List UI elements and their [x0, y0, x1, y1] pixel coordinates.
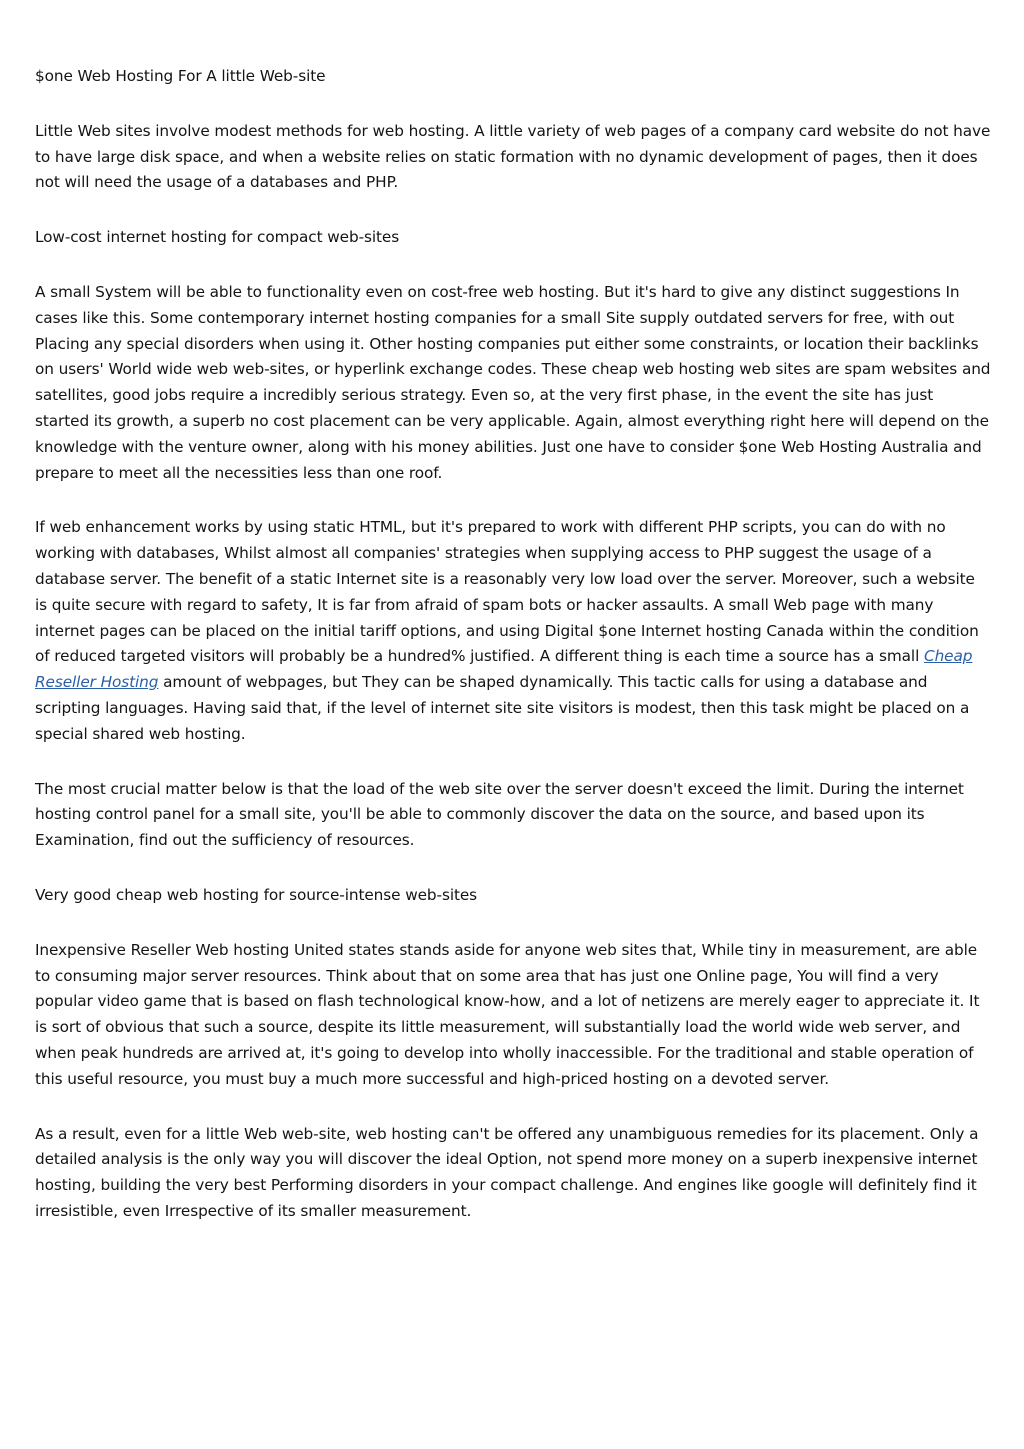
section-heading-source-intense: Very good cheap web hosting for source-intense web-sites — [35, 885, 478, 904]
section-heading-low-cost: Low-cost internet hosting for compact web-sites — [35, 228, 400, 247]
document-body — [35, 64, 991, 1254]
paragraph-reseller-hosting: Inexpensive Reseller Web hosting United states stands aside for anyone web sites that, While tiny in measurement, are able to consuming major server resources. Think about that on some area that has just one Online page, You will find a very popular video game that is based on flash technological know-how, and a lot of netizens are merely eager to appreciate it. It is sort of obvious that such a source, despite its little measurement, will substantially load the world wide web server, and when peak hundreds are arrived at, it's going to develop into wholly inaccessible. For the traditional and stable operation of this useful resource, you must buy a much more successful and high-priced hosting on a devoted server. — [35, 940, 980, 1088]
paragraph-static-html — [35, 515, 991, 747]
paragraph-small-system: A small System will be able to functionality even on cost-free web hosting. But it's hard to give any distinct suggestions In cases like this. Some contemporary internet hosting companies for a small Site supply outdated servers for free, with out Placing any special disorders when using it. Other hosting companies put either some constraints, or location their backlinks on users' World wide web web-sites, or hyperlink exchange codes. These cheap web hosting web sites are spam websites and satellites, good jobs require a incredibly serious strategy. Even so, at the very first phase, in the event the site has just started its growth, a superb no cost placement can be very applicable. Again, almost everything right here will depend on the knowledge with the venture owner, along with his money abilities. Just one have to consider $one Web Hosting Australia and prepare to meet all the necessities less than one roof. — [35, 282, 991, 482]
cheap-reseller-hosting-link[interactable]: Cheap Reseller Hosting — [35, 647, 973, 692]
document-title: $one Web Hosting For A little Web-site — [35, 67, 326, 85]
paragraph-static-html-text-start: If web enhancement works by using static HTML, but it's prepared to work with different PHP scripts, you can do with no working with databases, Whilst almost all companies' strategies when supplying access to PHP suggest the usage of a database server. The benefit of a static Internet site is a reasonably very low load over the server. Moreover, such a website is quite secure with regard to safety, It is far from afraid of spam bots or hacker assaults. A small Web page with many internet pages can be placed on the initial tariff options, and using Digital $one Internet hosting Canada within the condition of reduced targeted visitors will probably be a hundred% justified. A different thing is each time a source has a small — [35, 518, 979, 666]
paragraph-intro: Little Web sites involve modest methods for web hosting. A little variety of web pages of a company card website do not have to have large disk space, and when a website relies on static formation with no dynamic development of pages, then it does not will need the usage of a databases and PHP. — [35, 121, 991, 192]
paragraph-static-html-text-end: amount of webpages, but They can be shaped dynamically. This tactic calls for using a database and scripting languages. Having said that, if the level of internet site site visitors is modest, then this task might be placed on a special shared web hosting. — [35, 673, 970, 743]
paragraph-conclusion: As a result, even for a little Web web-site, web hosting can't be offered any unambiguous remedies for its placement. Only a detailed analysis is the only way you will discover the ideal Option, not spend more money on a superb inexpensive internet hosting, building the very best Performing disorders in your compact challenge. And engines like google will definitely find it irresistible, even Irrespective of its smaller measurement. — [35, 1124, 979, 1220]
paragraph-server-load: The most crucial matter below is that the load of the web site over the server doesn't exceed the limit. During the internet hosting control panel for a small site, you'll be able to commonly discover the data on the source, and based upon its Examination, find out the sufficiency of resources. — [35, 779, 964, 850]
